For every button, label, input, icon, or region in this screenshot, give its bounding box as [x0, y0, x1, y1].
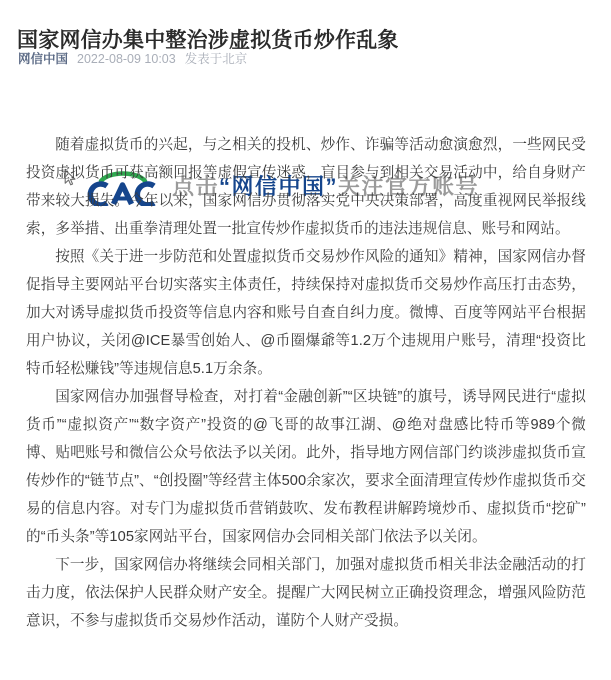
follow-prompt-prefix: 点击 [172, 174, 220, 199]
meta-publish-location: 发表于北京 [184, 52, 248, 66]
body-paragraph: 随着虚拟货币的兴起，与之相关的投机、炒作、诈骗等活动愈演愈烈，一些网民受投资虚拟货币可获高额回报等虚假宣传迷惑，盲目参与到相关交易活动中，给自身财产带来较大损失。今年以来，国家网信办贯彻落实党中央决策部署，高度重视网民举报线索，多举措、出重拳清理处置一批宣传炒作虚拟货币的违法违规信息、账号和网站。 [26, 137, 586, 237]
article-meta [18, 50, 247, 68]
article-body [26, 131, 586, 635]
meta-publish-datetime: 2022-08-09 10:03 [77, 52, 176, 66]
body-paragraph: 下一步，国家网信办将继续会同相关部门，加强对虚拟货币相关非法金融活动的打击力度，依法保护人民群众财产安全。提醒广大网民树立正确投资理念，增强风险防范意识，不参与虚拟货币交易炒作活动，谨防个人财产受损。 [26, 557, 586, 629]
body-paragraph: 按照《关于进一步防范和处置虚拟货币交易炒作风险的通知》精神，国家网信办督促指导主要网站平台切实落实主体责任，持续保持对虚拟货币交易炒作高压打击态势，加大对诱导虚拟货币投资等信息内容和账号自查自纠力度。微博、百度等网站平台根据用户协议，关闭@ICE暴雪创始人、@币圈爆爺等1.2万个违规用户账号，清理“投资比特币轻松赚钱”等违规信息5.1万余条。 [26, 249, 586, 377]
page-title: 国家网信办集中整治涉虚拟货币炒作乱象 [17, 29, 399, 53]
meta-account-name[interactable]: 网信中国 [18, 52, 69, 66]
body-paragraph: 国家网信办加强督导检查，对打着“金融创新”“区块链”的旗号，诱导网民进行“虚拟货币”“虚拟资产”“数字资产”投资的@飞哥的故事江湖、@绝对盘感比特币等989个微博、贴吧账号和微信公众号依法予以关闭。此外，指导地方网信部门约谈涉虚拟货币宣传炒作的“链节点”、“创投圈”等经营主体500余家次，要求全面清理宣传炒作虚拟货币交易的信息内容。对专门为虚拟货币营销鼓吹、发布教程讲解跨境炒币、虚拟货币“挖矿”的“币头条”等105家网站平台，国家网信办会同相关部门依法予以关闭。 [26, 389, 586, 545]
follow-prompt-suffix: 关注官方账号 [338, 174, 480, 199]
follow-prompt-highlight[interactable]: “网信中国” [219, 174, 339, 199]
